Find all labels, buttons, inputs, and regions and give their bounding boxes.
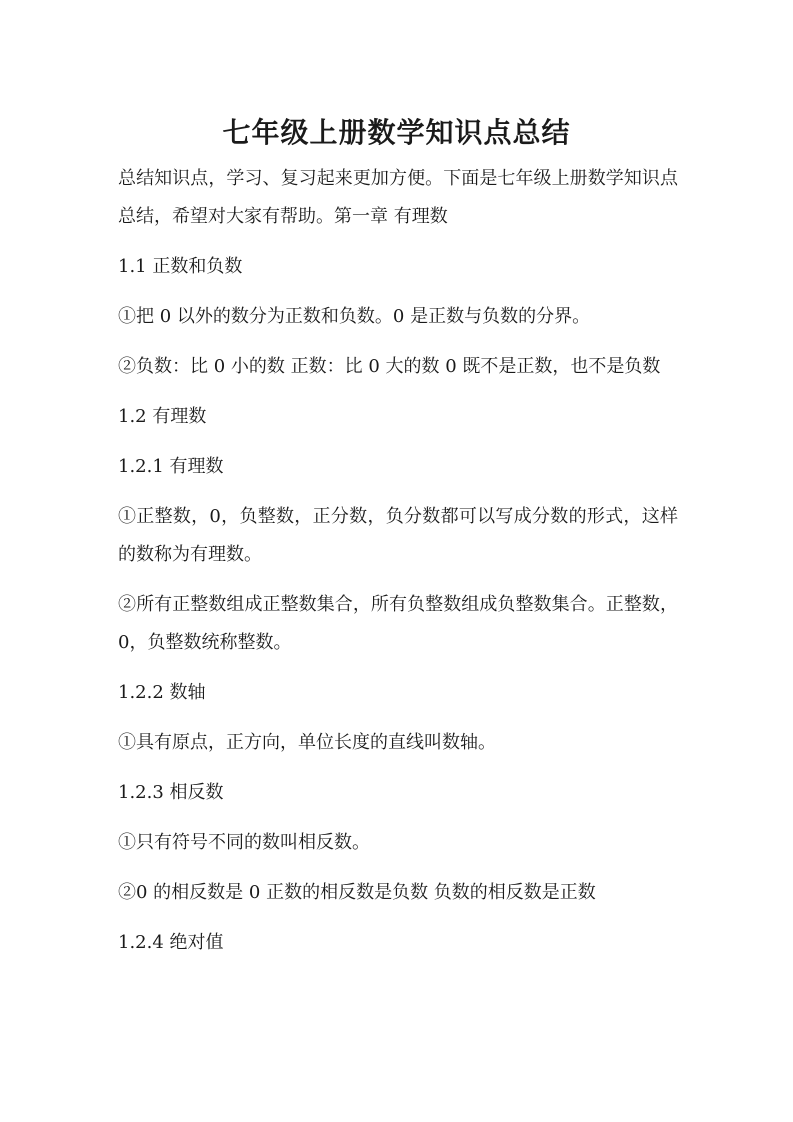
section-heading: 1.2.1 有理数 (118, 456, 224, 477)
paragraph: ②所有正整数组成正整数集合，所有负整数组成负整数集合。正整数，0，负整数统称整数。 (118, 594, 678, 653)
document-body (118, 160, 678, 974)
section-heading: 1.2.3 相反数 (118, 782, 224, 803)
paragraph: ①具有原点，正方向，单位长度的直线叫数轴。 (118, 732, 496, 753)
paragraph: ①只有符号不同的数叫相反数。 (118, 832, 370, 853)
paragraph: ①把 0 以外的数分为正数和负数。0 是正数与负数的分界。 (118, 306, 591, 327)
section-heading: 1.2.4 绝对值 (118, 932, 224, 953)
paragraph: ②负数：比 0 小的数 正数：比 0 大的数 0 既不是正数，也不是负数 (118, 356, 661, 377)
page-title: 七年级上册数学知识点总结 (222, 115, 571, 149)
intro-paragraph: 总结知识点，学习、复习起来更加方便。下面是七年级上册数学知识点总结，希望对大家有帮助。第一章 有理数 (118, 168, 678, 227)
section-heading: 1.1 正数和负数 (118, 256, 243, 277)
paragraph: ②0 的相反数是 0 正数的相反数是负数 负数的相反数是正数 (118, 882, 596, 903)
section-heading: 1.2.2 数轴 (118, 682, 206, 703)
paragraph: ①正整数，0，负整数，正分数，负分数都可以写成分数的形式，这样的数称为有理数。 (118, 506, 678, 565)
section-heading: 1.2 有理数 (118, 406, 207, 427)
